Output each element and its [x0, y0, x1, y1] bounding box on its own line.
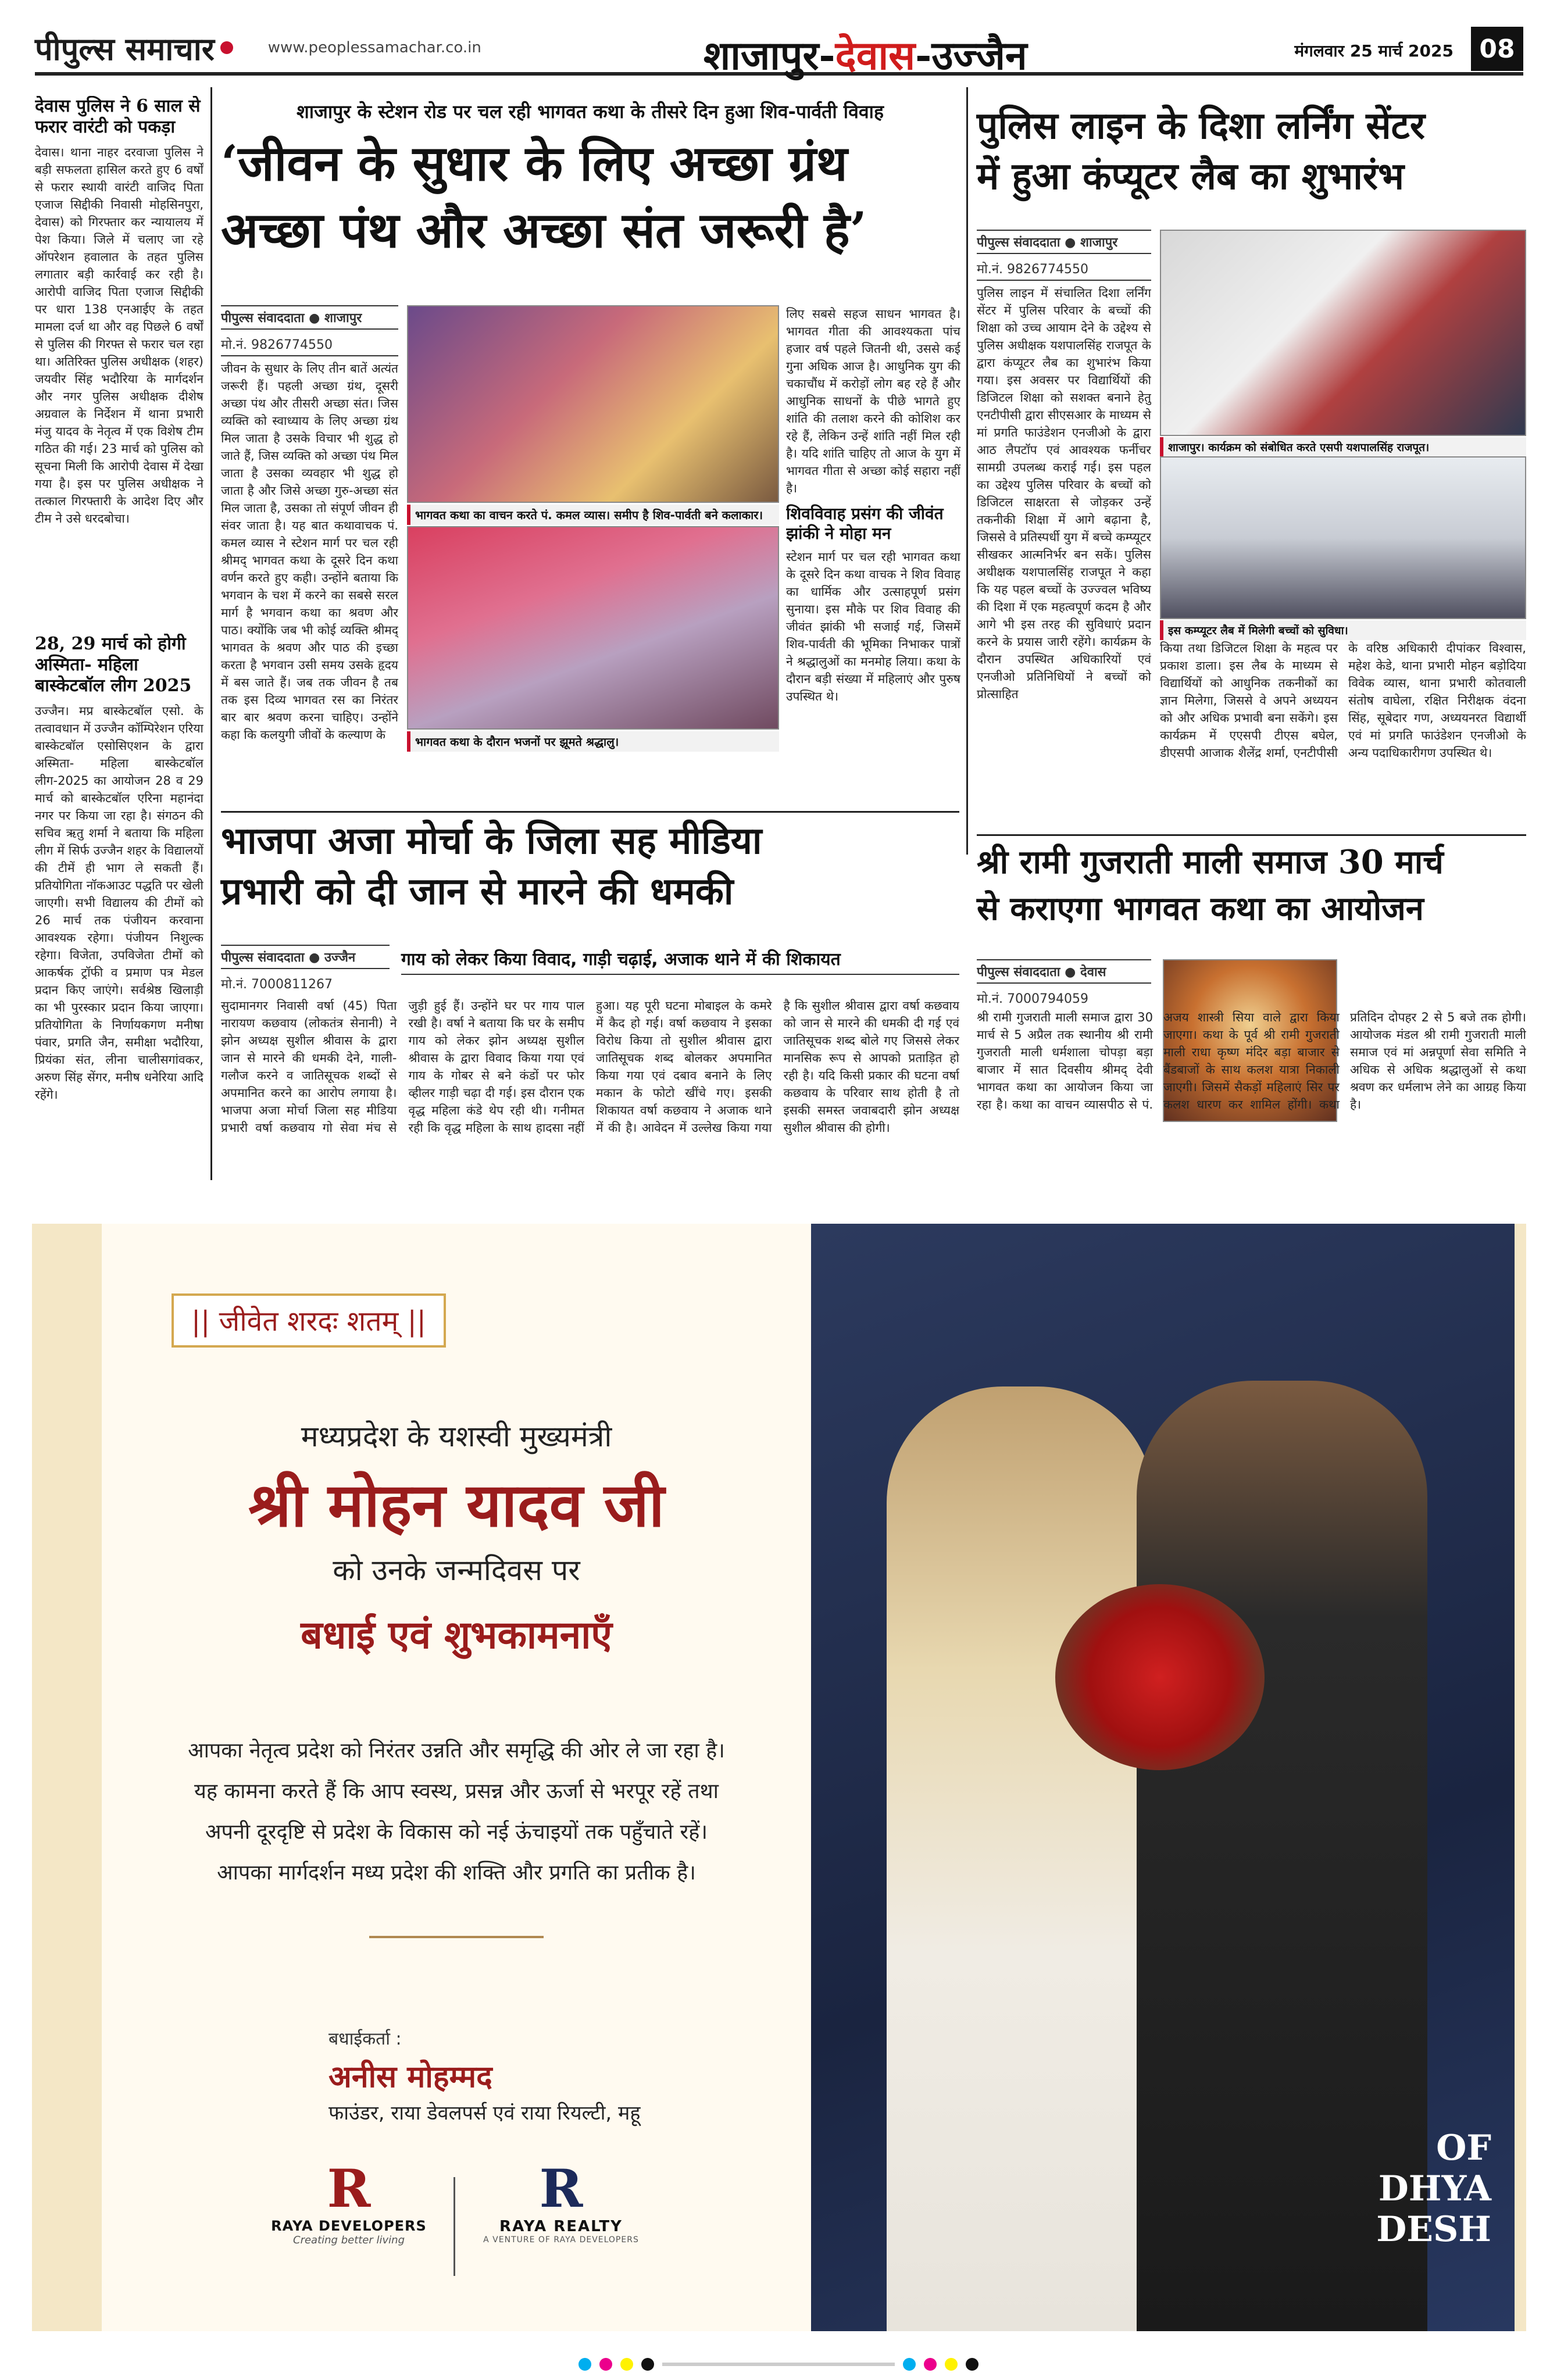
ad-msg-2: यह कामना करते हैं कि आप स्वस्थ, प्रसन्न और ऊर्जा से भरपूर रहें तथा: [194, 1779, 719, 1803]
raya-realty-tagline: A VENTURE OF RAYA DEVELOPERS: [483, 2235, 639, 2245]
edition-city-3: -उज्जैन: [915, 33, 1027, 79]
raya-realty-monogram-icon: R: [539, 2158, 583, 2220]
magenta-dot-icon: [924, 2358, 937, 2371]
left-story-2-body: उज्जैन। मप्र बास्केटबॉल एसो. के तत्वावधान में उज्जैन कॉम्पिरेशन एरिया बास्केटबॉल एसोसिएशन के द्वारा अस्मिता- महिला बास्केटबॉल लीग-2025 का आयोजन 28 व 29 मार्च को बास्केटबॉल एरिना महानंदा नगर पर किया जा रहा है। संगठन की सचिव ऋतु शर्मा ने बताया कि महिला लीग में सिर्फ उज्जैन शहर के विद्यालयों की टीमें ही भाग ले सकती हैं। प्रतियोगिता नॉकआउट पद्धति पर खेली जाएगी। सभी विद्यालय की टीमों को 26 मार्च तक पंजीयन करवाना आवश्यक रहेगा। पंजीयन निशुल्क रहेगा। विजेता, उपविजेता टीमों को आकर्षक ट्रॉफी व प्रमाण पत्र मेडल प्रदान किए जाएंगे। सर्वश्रेष्ठ खिलाड़ी का भी पुरस्कार प्रदान किया जाएगा। प्रतियोगिता के निर्णायकगण मनीषा पंवार, प्रगति जैन, समीक्षा भदौरिया, प्रियंका संत, लीना चालीसगांवकर, अरुण सिंह सेंगर, मनीष धनेरिया आदि रहेंगे।: [35, 704, 203, 1102]
main-byline: पीपुल्स संवाददाता ● शाजापुर: [221, 305, 398, 330]
chief-minister-figure: [887, 1386, 1154, 2331]
photo-caption-2: भागवत कथा के दौरान भजनों पर झूमते श्रद्धालु।: [407, 731, 779, 752]
raya-developers-logo: [253, 2160, 445, 2246]
main-mobile: मो.नं. 9826774550: [221, 333, 398, 356]
logo-text: पीपुल्स समाचार: [35, 30, 215, 67]
police-mobile: मो.नं. 9826774550: [977, 258, 1151, 281]
police-headline-2: में हुआ कंप्यूटर लैब का शुभारंभ: [977, 155, 1404, 198]
footer-rule: [662, 2363, 895, 2366]
row-rule: [221, 811, 959, 813]
mali-body-block: [977, 1009, 1526, 1186]
main-body-3: स्टेशन मार्ग पर चल रही भागवत कथा के दूसरे दिन कथा वाचक ने शिव विवाह का धार्मिक और उत्साहपूर्ण प्रसंग सुनाया। इस मौके पर शिव विवाह की जीवंत झांकी भी सजाई गई, जिसमें शिव-पार्वती की भूमिका निभाकर पात्रों ने श्रद्धालुओं का मनमोह लिया। कथा के दौरान बड़ी संख्या में महिलाएं और पुरुष उपस्थित थे।: [786, 550, 960, 703]
bhagwat-katha-photo: [407, 305, 779, 503]
raya-developers-monogram-icon: R: [327, 2158, 371, 2220]
bjp-body-block: [221, 997, 959, 1186]
sp-addressing-photo: [1160, 230, 1526, 436]
police-body-2: किया तथा डिजिटल शिक्षा के महत्व पर प्रकाश डाला। इस लैब के माध्यम से विद्यार्थियों को आधुनिक तकनीकों का ज्ञान मिलेगा, जिससे वे अपने अध्ययन को और अधिक प्रभावी बना सकेंगे। इस कार्यक्रम में एएसपी टीएस बघेल, डीएसपी आजाक शैलेंद्र शर्मा, एनटीपीसी के वरिष्ठ अधिकारी दीपांकर विश्वास, महेश केडे, थाना प्रभारी मोहन बड़ोदिया विवेक व्यास, थाना प्रभारी कोतवाली संतोष वाघेला, रक्षित निरीक्षक वंदना सिंह, सूबेदार गण, अध्ययनरत विद्यार्थी एवं मां प्रगति फाउंडेशन एनजीओ के अन्य पदाधिकारीगण उपस्थित थे।: [1160, 641, 1526, 760]
bjp-headline-1: भाजपा अजा मोर्चा के जिला सह मीडिया: [221, 819, 762, 863]
magenta-dot-icon: [599, 2358, 612, 2371]
left-story-2-headline: 28, 29 मार्च को होगी अस्मिता- महिला बास्केटबॉल लीग 2025: [35, 634, 192, 696]
main-col-3: [786, 305, 960, 805]
bjp-byline: पीपुल्स संवाददाता ● उज्जैन: [221, 945, 390, 969]
yellow-dot-icon: [620, 2358, 633, 2371]
newspaper-logo: [35, 26, 233, 69]
police-body-1: पुलिस लाइन में संचालित दिशा लर्निंग सेंटर में पुलिस परिवार के बच्चों की शिक्षा को उच्च आयाम देने के उद्देश्य से पुलिस अधीक्षक यशपालसिंह राजपूत के द्वारा कंप्यूटर लैब का शुभारंभ किया गया। इस अवसर पर विद्यार्थियों की डिजिटल शिक्षा को सशक्त बनाने हेतु एनटीपीसी द्वारा सीएसआर के माध्यम से मां प्रगति फाउंडेशन एनजीओ के द्वारा आठ लैपटॉप एवं आवश्यक फर्नीचर सामग्री उपलब्ध कराई गई। इस पहल का उद्देश्य पुलिस परिवार के बच्चों को डिजिटल साक्षरता से जोड़कर उन्हें तकनीकी शिक्षा में आगे बढ़ाना है, जिससे वे प्रतिस्पर्धी युग में बच्चे कम्प्यूटर सीखकर आत्मनिर्भर बन सकें। पुलिस अधीक्षक यशपालसिंह राजपूत ने कहा कि यह पहल बच्चों के उज्ज्वल भविष्य की दिशा में एक महत्वपूर्ण कदम है और आगे भी इस तरह की सुविधाएं प्रदान करने के प्रयास जारी रहेंगे। कार्यक्रम के दौरान उपस्थित अधिकारियों एवं एनजीओ प्रतिनिधियों ने बच्चों को प्रोत्साहित: [977, 286, 1151, 701]
ad-cm-name: श्री मोहन यादव जी: [248, 1469, 665, 1541]
edition-city-2: देवास: [835, 33, 916, 79]
raya-developers-tagline: Creating better living: [293, 2234, 405, 2246]
ad-msg-3: अपनी दूरदृष्टि से प्रदेश के विकास को नई ऊंचाइयों तक पहुँचाते रहें।: [205, 1820, 708, 1844]
column-rule: [966, 87, 968, 855]
devotees-dancing-photo: [407, 526, 779, 730]
left-story-2: [35, 634, 203, 1180]
main-headline-2: अच्छा पंथ और अच्छा संत जरूरी है’: [221, 201, 867, 259]
black-dot-icon: [641, 2358, 654, 2371]
ad-line-2: को उनके जन्मदिवस पर: [333, 1553, 580, 1587]
site-url[interactable]: www.peoplessamachar.co.in: [267, 39, 481, 56]
issue-date: मंगलवार 25 मार्च 2025: [1294, 41, 1454, 60]
page-number: 08: [1471, 27, 1523, 71]
main-body-1: जीवन के सुधार के लिए तीन बातें अत्यंत जरूरी हैं। पहली अच्छा ग्रंथ, दूसरी अच्छा पंथ और तीसरी अच्छा संत। जिस व्यक्ति को स्वाध्याय के लिए अच्छा ग्रंथ मिल जाता है उसके विचार भी शुद्ध हो जाते हैं, जिस व्यक्ति को अच्छा पंथ मिल जाता है उसका व्यवहार भी शुद्ध हो जाता है और जिसे अच्छा गुरु-अच्छा संत मिल जाता है, उसका तो संपूर्ण जीवन ही संवर जाता है। यह बात कथावाचक पं. कमल व्यास ने स्टेशन मार्ग पर चल रही श्रीमद् भागवत कथा के दूसरे दिन कथा वर्णन करते हुए कही। उन्होंने बताया कि भगवान के चश में करने का सबसे सरल मार्ग है भगवान कथा का श्रवण और पाठ। क्योंकि जब भी कोई व्यक्ति श्रीमद् भागवत के श्रवण और पाठ की इच्छा करता है भगवान उसी समय उसके हृदय में बस जाते हैं। जब तक जीवन है तब तक इस दिव्य भागवत रस का निरंतर बार बार श्रवण करना चाहिए। उन्होंने कहा कि कलयुगी जीवों के कल्याण के: [221, 362, 398, 742]
main-body-2: लिए सबसे सहज साधन भागवत है। भागवत गीता की आवश्यकता पांच हजार वर्ष पहले जितनी थी, उससे कई गुना अधिक आज है। आधुनिक युग की चकाचौंध में करोड़ों लोग बह रहे हैं और आधुनिक साधनों के पीछे भागते हुए शांति की तलाश करने की कोशिश कर रहे हैं, लेकिन उन्हें शांति नहीं मिल रही है। यदि शांति चाहिए तो आज के युग में भागवत गीता से अच्छा कोई सहारा नहीं है।: [786, 307, 960, 495]
column-rule: [210, 87, 212, 1180]
ad-greeter-title: फाउंडर, राया डेवलपर्स एवं राया रियल्टी, महू: [328, 2102, 641, 2125]
left-story-1-headline: देवास पुलिस ने 6 साल से फरार वारंटी को पकड़ा: [35, 96, 201, 137]
cyan-dot-icon: [903, 2358, 916, 2371]
police-byline: पीपुल्स संवाददाता ● शाजापुर: [977, 230, 1151, 254]
backdrop-text-3: DESH: [1376, 2209, 1491, 2250]
masthead: [35, 23, 1523, 79]
backdrop-text-1: OF: [1436, 2128, 1491, 2168]
raya-developers-name: RAYA DEVELOPERS: [271, 2218, 427, 2234]
left-story-1: [35, 96, 203, 619]
computer-lab-photo: [1160, 456, 1526, 619]
bouquet-icon: [1055, 1584, 1265, 1770]
print-registration-marks: [0, 2349, 1557, 2380]
ad-photo: [811, 1224, 1515, 2331]
mali-byline: पीपुल्स संवाददाता ● देवास: [977, 959, 1151, 984]
bjp-byline-block: [221, 945, 390, 991]
bjp-body: सुदामानगर निवासी वर्षा (45) पिता नारायण कछवाय (लोकतंत्र सेनानी) ने झोन अध्यक्ष सुशील श्रीवास के द्वारा जान से मारने की धमकी देने, गाली-गलौज करने व जातिसूचक शब्दों से अपमानित करने का आरोप लगाया है। भाजपा अजा मोर्चा जिला सह मीडिया प्रभारी वर्षा कछवाय गो सेवा मंच से जुड़ी हुई हैं। उन्होंने घर पर गाय पाल रखी है। वर्षा ने बताया कि घर के समीप गाय को लेकर झोन अध्यक्ष सुशील श्रीवास के द्वारा विवाद किया गया एवं गाय के गोबर से बने कंडों पर फोर व्हीलर गाड़ी चढ़ा दी गई। इस दौरान एक वृद्ध महिला कंडे थेप रही थी। गनीमत रही कि वृद्ध महिला के साथ हादसा नहीं हुआ। यह पूरी घटना मोबाइल के कमरे में कैद हो गई। वर्षा कछवाय ने इसका विरोध किया तो सुशील श्रीवास द्वारा जातिसूचक शब्द बोलकर अपमानित किया गया एवं दबाव बनाने के लिए मकान के फोटो खींचे गए। इसकी शिकायत वर्षा कछवाय ने अजाक थाने में की है। आवेदन में उल्लेख किया गया है कि सुशील श्रीवास द्वारा वर्षा कछवाय को जान से मारने की धमकी दी गई एवं जातिसूचक शब्द बोले गए जिससे लेकर मानसिक रूप से आपको प्रताड़ित हो रही है। यदि किसी प्रकार की घटना वर्षा कछवाय के परिवार साथ होती है तो इसकी समस्त जवाबदारी झोन अध्यक्ष सुशील श्रीवास की होगी।: [221, 999, 959, 1135]
main-headline-1: ‘जीवन के सुधार के लिए अच्छा ग्रंथ: [221, 134, 848, 192]
cyan-dot-icon: [578, 2358, 591, 2371]
ad-greeter-name: अनीस मोहम्मद: [328, 2059, 492, 2095]
mali-headline-2: से कराएगा भागवत कथा का आयोजन: [977, 889, 1424, 928]
ad-line-1: मध्यप्रदेश के यशस्वी मुख्यमंत्री: [301, 1420, 612, 1453]
logo-separator: [453, 2177, 455, 2276]
ad-msg-4: आपका मार्गदर्शन मध्य प्रदेश की शक्ति और प्रगति का प्रतीक है।: [217, 1861, 696, 1885]
mali-mobile: मो.नं. 7000794059: [977, 987, 1151, 1006]
police-col-2: [1160, 639, 1526, 828]
raya-realty-name: RAYA REALTY: [499, 2218, 623, 2235]
edition-title: [703, 27, 1027, 81]
bjp-deck: गाय को लेकर किया विवाद, गाड़ी चढ़ाई, अजाक थाने में की शिकायत: [401, 946, 959, 975]
bjp-headline-2: प्रभारी को दी जान से मारने की धमकी: [221, 870, 734, 913]
ad-ribbon: || जीवेत शरदः शतम् ||: [172, 1293, 446, 1348]
main-subhead: शिवविवाह प्रसंग की जीवंत झांकी ने मोहा मन: [786, 504, 944, 543]
birthday-advertisement: [32, 1224, 1526, 2331]
photo-caption-1: भागवत कथा का वाचन करते पं. कमल व्यास। समीप है शिव-पार्वती बने कलाकार।: [407, 505, 779, 525]
mali-byline-block: [977, 959, 1151, 1006]
mali-headline-1: श्री रामी गुजराती माली समाज 30 मार्च: [977, 843, 1444, 881]
bjp-mobile: मो.नं. 7000811267: [221, 973, 390, 991]
raya-realty-logo: [465, 2160, 657, 2245]
yellow-dot-icon: [945, 2358, 958, 2371]
police-caption-2: इस कम्प्यूटर लैब में मिलेगी बच्चों को सुविधा।: [1160, 620, 1526, 640]
left-story-1-body: देवास। थाना नाहर दरवाजा पुलिस ने बड़ी सफलता हासिल करते हुए 6 वर्षों से फरार स्थायी वारंटी वाजिद पिता एजाज सिद्दीकी निवासी मोहसिनपुरा, देवास) को गिरफ्तार कर न्यायालय में पेश किया। जिले में चलाए जा रहे ऑपरेशन हवालात के तहत पुलिस लगातार बड़ी कार्रवाई कर रही है। आरोपी वाजिद पिता एजाज सिद्दीकी पर धारा 138 एनआईए के तहत मामला दर्ज था और वह पिछले 6 वर्षों से पुलिस की गिरफ्त से फरार चल रहा था। अतिरिक्त पुलिस अधीक्षक (शहर) जयवीर सिंह भदौरिया के मार्गदर्शन और नगर पुलिस अधीक्षक दीशेष अग्रवाल के निर्देशन में थाना प्रभारी मंजु यादव के नेतृत्व में एक विशेष टीम गठित की गई। 23 मार्च को पुलिस को सूचना मिली कि आरोपी देवास में देखा गया है। इस पर पुलिस अधीक्षक ने तत्काल गिरफ्तारी के आदेश दिए और टीम ने उसे धरदबोचा।: [35, 145, 203, 526]
main-kicker: [221, 99, 959, 126]
black-dot-icon: [966, 2358, 979, 2371]
main-kicker-text: शाजापुर के स्टेशन रोड पर चल रही भागवत कथा के तीसरे दिन हुआ शिव-पार्वती विवाह: [297, 101, 884, 123]
ad-wish: बधाई एवं शुभकामनाएँ: [301, 1612, 612, 1657]
logo-dot-icon: [220, 41, 233, 54]
police-col-1: [977, 230, 1151, 828]
police-caption-1: शाजापुर। कार्यक्रम को संबोधित करते एसपी यशपालसिंह राजपूत।: [1160, 437, 1526, 457]
main-col-1: [221, 305, 398, 805]
ad-greeter-label: बधाईकर्ता :: [328, 2029, 402, 2049]
mali-body: श्री रामी गुजराती माली समाज द्वारा 30 मार्च से 5 अप्रैल तक स्थानीय श्री रामी गुजराती माली धर्मशाला चोपड़ा बड़ा बाजार में सात दिवसीय श्रीमद् देवी भागवत कथा का आयोजन किया जा रहा है। कथा का वाचन व्यासपीठ से पं. अजय शास्त्री सिया वाले द्वारा किया जाएगा। कथा के पूर्व श्री रामी गुजराती माली राधा कृष्ण मंदिर बड़ा बाजार से बैंडबाजों के साथ कलश यात्रा निकाली जाएगी। जिसमें सैकड़ों महिलाएं सिर पर कलश धारण कर शामिल होंगी। कथा प्रतिदिन दोपहर 2 से 5 बजे तक होगी। आयोजक मंडल श्री रामी गुजराती माली समाज एवं मां अन्नपूर्णा सेवा समिति ने अधिक से अधिक श्रद्धालुओं से कथा श्रवण कर धर्मलाभ लेने का आग्रह किया है।: [977, 1010, 1526, 1112]
edition-city-1: शाजापुर-: [703, 33, 835, 79]
backdrop-text: [1376, 2128, 1491, 2250]
police-headline-1: पुलिस लाइन के दिशा लर्निंग सेंटर: [977, 104, 1425, 148]
ad-msg-1: आपका नेतृत्व प्रदेश को निरंतर उन्नति और समृद्धि की ओर ले जा रहा है।: [188, 1739, 725, 1763]
backdrop-text-2: DHYA: [1378, 2168, 1491, 2209]
row-rule: [977, 834, 1526, 836]
ad-divider-ornament: [369, 1936, 544, 1938]
